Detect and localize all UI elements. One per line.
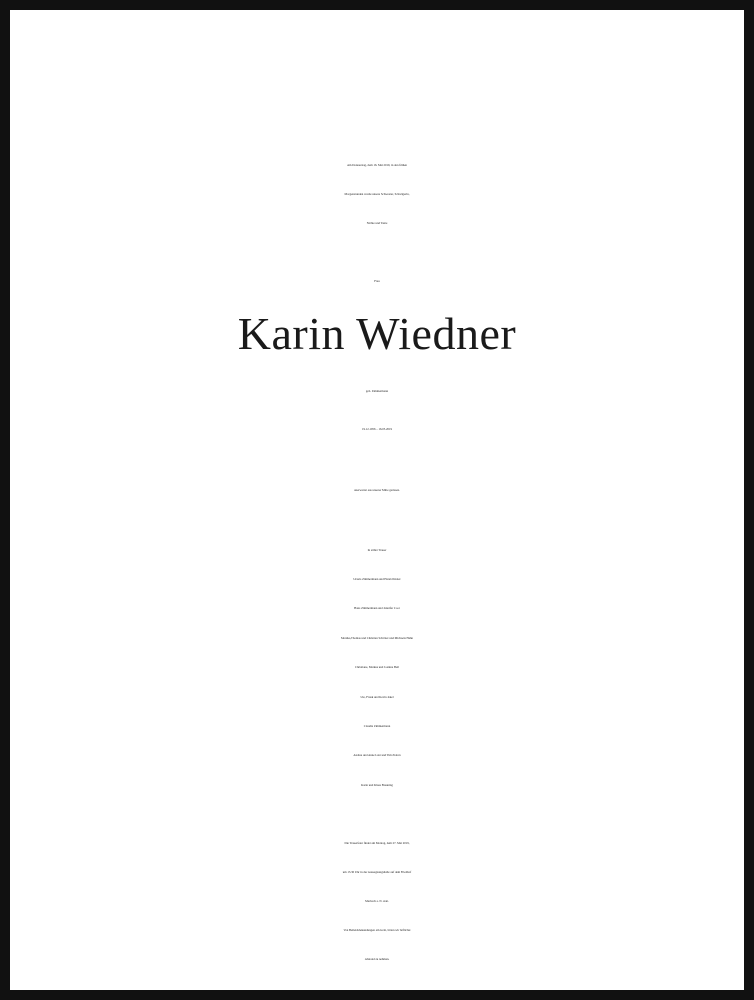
motto-line-2 (20, 71, 734, 95)
motto-line-1 (20, 47, 734, 71)
mourner-line: Claudia Zimmermann (363, 724, 391, 728)
motto-line-3 (20, 95, 734, 119)
funeral-line-3: Marbach a. N. statt. (365, 899, 389, 903)
salutation: Frau (374, 279, 380, 283)
intro-line-1: Am Donnerstag, dem 16. Mai 2019, in den frühen (346, 163, 408, 167)
mourner-line: Ursula Zimmermann und Harald Kisler (353, 577, 401, 581)
funeral-line-5: Abstand zu nehmen. (364, 957, 390, 961)
obituary-content (20, 20, 734, 980)
passing-text: unerwartet aus unserer Mitte gerissen. (354, 488, 400, 492)
intro-line-3: Nichte und Tante (366, 221, 388, 225)
mourner-line: Ute, Frank und Kevin Jekel (360, 695, 394, 699)
mourner-line: Andrea und Anne Lutz und Tim Zidorn (353, 753, 401, 757)
deceased-name: Karin Wiedner (237, 308, 517, 359)
mourning-heading: In stiller Trauer (367, 548, 387, 552)
intro-line-2: Morgenstunden wurde unsere Schwester, Schwägerin, (344, 192, 410, 196)
mourner-line: Christiane, Markus und Joanina Beil (355, 665, 399, 669)
mourner-line: Karin und Klaus Breuning (361, 783, 393, 787)
birth-name: geb. Zimmermann (365, 389, 389, 393)
mourner-line: Monika,Thomas und Christian Schröter und Michaela Hahn (340, 636, 414, 640)
funeral-line-1: Die Trauerfeier findet am Montag, dem 27. Mai 2019, (344, 841, 410, 845)
mourner-line: Hans Zimmermann und Jennifer Coor (354, 606, 400, 610)
life-dates: 19.12.1956 – 16.05.2019 (362, 427, 392, 431)
funeral-line-2: um 13.30 Uhr in der Aussegnungshalle auf dem Friedhof (342, 870, 412, 874)
funeral-line-4: Von Beileidsbekundungen am Grab, bitten wir höflichst (343, 928, 411, 932)
